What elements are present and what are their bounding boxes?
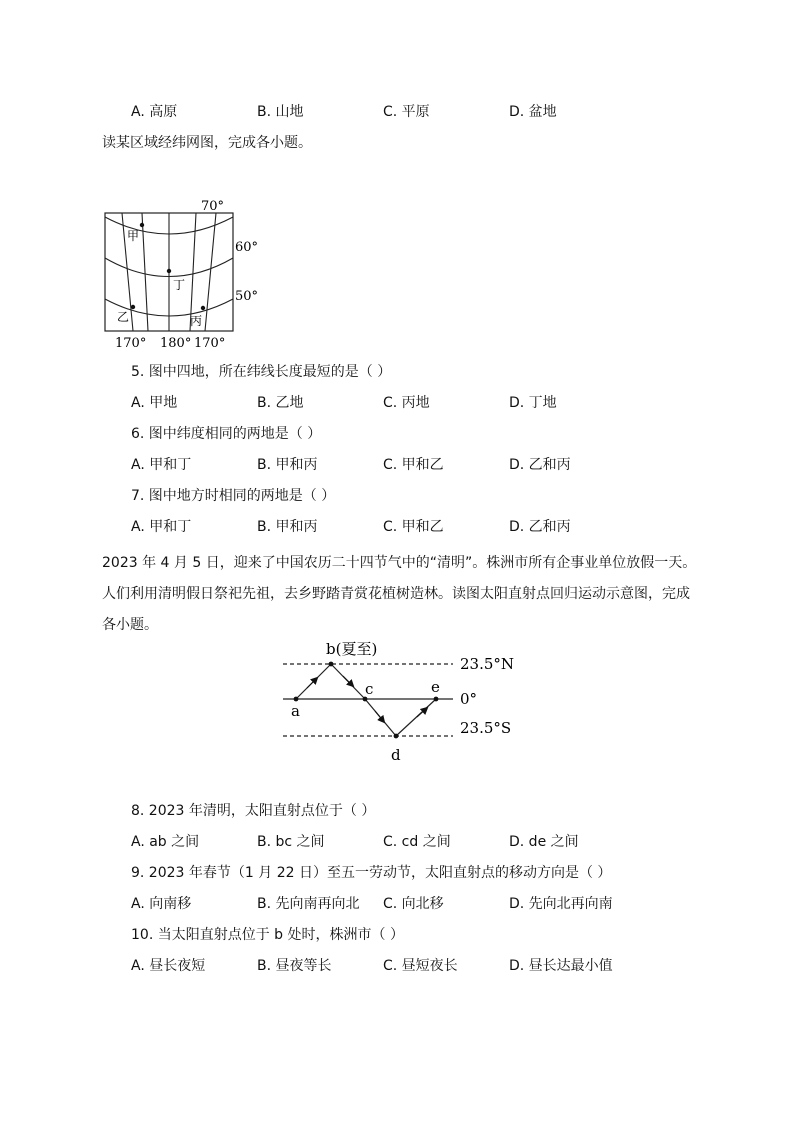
q5-option-a: A. 甲地 <box>131 395 178 411</box>
q4-option-c: C. 平原 <box>383 104 430 120</box>
q8-option-d: D. de 之间 <box>509 834 579 850</box>
label-b: b(夏至) <box>326 640 378 658</box>
q4-option-a: A. 高原 <box>131 104 178 120</box>
segment-de <box>396 699 436 736</box>
q5-option-d: D. 丁地 <box>509 395 557 411</box>
q9-option-a: A. 向南移 <box>131 896 192 912</box>
q6-stem: 6. 图中纬度相同的两地是（ ） <box>131 426 322 442</box>
intro-grid-map: 读某区域经纬网图，完成各小题。 <box>102 135 312 151</box>
intro-qingming-line-3: 各小题。 <box>102 617 158 633</box>
q7-option-d: D. 乙和丙 <box>509 519 571 535</box>
lat-label-equator: 0° <box>460 690 478 708</box>
q7-option-a: A. 甲和丁 <box>131 519 192 535</box>
q5-option-c: C. 丙地 <box>383 395 430 411</box>
intro-qingming-line-2: 人们利用清明假日祭祀先祖，去乡野踏青赏花植树造林。读图太阳直射点回归运动示意图，完成 <box>102 586 690 602</box>
lon-label-180: 180° <box>160 336 192 351</box>
lat-label-70: 70° <box>201 199 225 214</box>
arrow-cd <box>375 711 384 722</box>
lat-label-60: 60° <box>235 240 259 255</box>
q9-option-c: C. 向北移 <box>383 896 444 912</box>
q4-option-d: D. 盆地 <box>509 104 557 120</box>
q5-stem: 5. 图中四地，所在纬线长度最短的是（ ） <box>131 364 392 380</box>
label-c: c <box>365 680 374 698</box>
q9-option-b: B. 先向南再向北 <box>257 896 360 912</box>
q10-stem: 10. 当太阳直射点位于 b 处时，株洲市（ ） <box>131 927 404 943</box>
q8-option-b: B. bc 之间 <box>257 834 325 850</box>
q9-stem: 9. 2023 年春节（1 月 22 日）至五一劳动节，太阳直射点的移动方向是（ ） <box>131 865 612 881</box>
q10-option-c: C. 昼短夜长 <box>383 958 458 974</box>
q5-option-b: B. 乙地 <box>257 395 304 411</box>
lat-label-23-5s: 23.5°S <box>460 719 512 737</box>
lat-long-grid-map <box>95 195 275 355</box>
q7-option-b: B. 甲和丙 <box>257 519 318 535</box>
q10-option-d: D. 昼长达最小值 <box>509 958 613 974</box>
arrow-de <box>417 708 427 717</box>
q6-option-b: B. 甲和丙 <box>257 457 318 473</box>
point-d <box>394 734 399 739</box>
label-ding: 丁 <box>173 278 186 292</box>
intro-qingming-line-1: 2023 年 4 月 5 日，迎来了中国农历二十四节气中的“清明”。株洲市所有企事业单位放假一天。 <box>102 555 697 571</box>
q6-option-c: C. 甲和乙 <box>383 457 444 473</box>
label-bing: 丙 <box>190 314 203 328</box>
label-yi: 乙 <box>117 310 130 324</box>
arrow-bc <box>343 676 353 686</box>
point-yi <box>131 305 135 309</box>
q8-option-c: C. cd 之间 <box>383 834 451 850</box>
q10-option-b: B. 昼夜等长 <box>257 958 332 974</box>
q9-option-d: D. 先向北再向南 <box>509 896 613 912</box>
meridian-170e <box>205 213 216 331</box>
point-bing <box>201 306 205 310</box>
lon-label-170-right: 170° <box>194 336 226 351</box>
q7-stem: 7. 图中地方时相同的两地是（ ） <box>131 488 336 504</box>
q6-option-a: A. 甲和丁 <box>131 457 192 473</box>
q8-option-a: A. ab 之间 <box>131 834 200 850</box>
lat-label-50: 50° <box>235 289 259 304</box>
label-jia: 甲 <box>127 229 140 243</box>
sun-direct-point-diagram <box>275 636 535 766</box>
point-a <box>294 697 299 702</box>
q7-option-c: C. 甲和乙 <box>383 519 444 535</box>
lat-label-23-5n: 23.5°N <box>460 655 515 673</box>
point-b <box>329 662 334 667</box>
q8-stem: 8. 2023 年清明，太阳直射点位于（ ） <box>131 803 376 819</box>
q10-option-a: A. 昼长夜短 <box>131 958 206 974</box>
q6-option-d: D. 乙和丙 <box>509 457 571 473</box>
label-d: d <box>391 746 401 764</box>
q4-option-b: B. 山地 <box>257 104 304 120</box>
point-e <box>434 697 439 702</box>
lon-label-170-left: 170° <box>115 336 147 351</box>
label-e: e <box>431 678 440 696</box>
point-jia <box>140 223 144 227</box>
point-ding <box>167 269 171 273</box>
arrow-ab <box>307 678 317 688</box>
label-a: a <box>291 702 300 720</box>
